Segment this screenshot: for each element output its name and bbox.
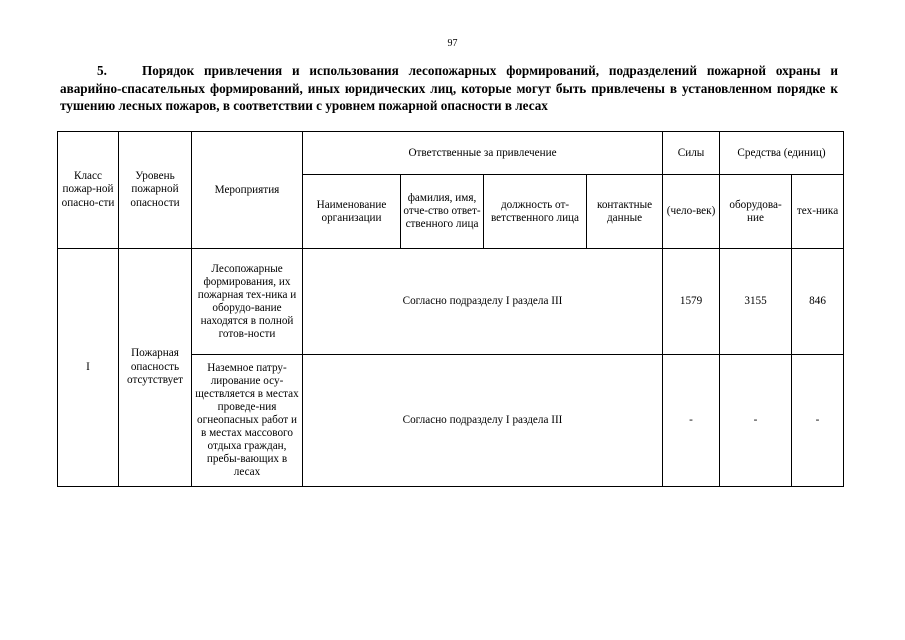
- fire-class-value: I: [58, 249, 119, 487]
- header-forces: Силы: [663, 132, 720, 175]
- header-class: Класс пожар-ной опасно-сти: [58, 132, 119, 249]
- measure-cell: Наземное патру-лирование осу-ществляется в местах проведе-ния огнеопасных работ и в местах массового отдыха граждан, пребы-вающих в лесах: [192, 355, 303, 487]
- measure-cell: Лесопожарные формирования, их пожарная тех-ника и оборудо-вание находятся в полной готов-ности: [192, 249, 303, 355]
- people-cell: 1579: [663, 249, 720, 355]
- responsible-cell: Согласно подразделу I раздела III: [303, 355, 663, 487]
- header-responsible: Ответственные за привлечение: [303, 132, 663, 175]
- equipment-cell: 3155: [720, 249, 792, 355]
- equipment-cell: -: [720, 355, 792, 487]
- header-people: (чело-век): [663, 175, 720, 249]
- header-org-name: Наименование организации: [303, 175, 401, 249]
- header-machinery: тех-ника: [792, 175, 844, 249]
- page-number: 97: [447, 38, 458, 49]
- machinery-cell: -: [792, 355, 844, 487]
- section-heading: [60, 62, 838, 115]
- fire-danger-table: [57, 131, 844, 487]
- header-measures: Мероприятия: [192, 132, 303, 249]
- section-number: 5.: [97, 63, 107, 78]
- header-level: Уровень пожарной опасности: [119, 132, 192, 249]
- header-fio: фамилия, имя, отче-ство ответ-ственного лица: [401, 175, 484, 249]
- section-title: Порядок привлечения и использования лесопожарных формирований, подразделений пожарной охраны и аварийно-спасательных формирований, иных юридических лиц, которые могут быть привлечены в установленном порядке к тушению лесных пожаров, в соответствии с уровнем пожарной опасности в лесах: [60, 63, 838, 113]
- header-position: должность от-ветственного лица: [484, 175, 587, 249]
- responsible-cell: Согласно подразделу I раздела III: [303, 249, 663, 355]
- fire-level-value: Пожарная опасность отсутствует: [119, 249, 192, 487]
- header-contacts: контактные данные: [587, 175, 663, 249]
- table-row: [58, 249, 844, 355]
- header-means: Средства (единиц): [720, 132, 844, 175]
- people-cell: -: [663, 355, 720, 487]
- header-equipment: оборудова-ние: [720, 175, 792, 249]
- machinery-cell: 846: [792, 249, 844, 355]
